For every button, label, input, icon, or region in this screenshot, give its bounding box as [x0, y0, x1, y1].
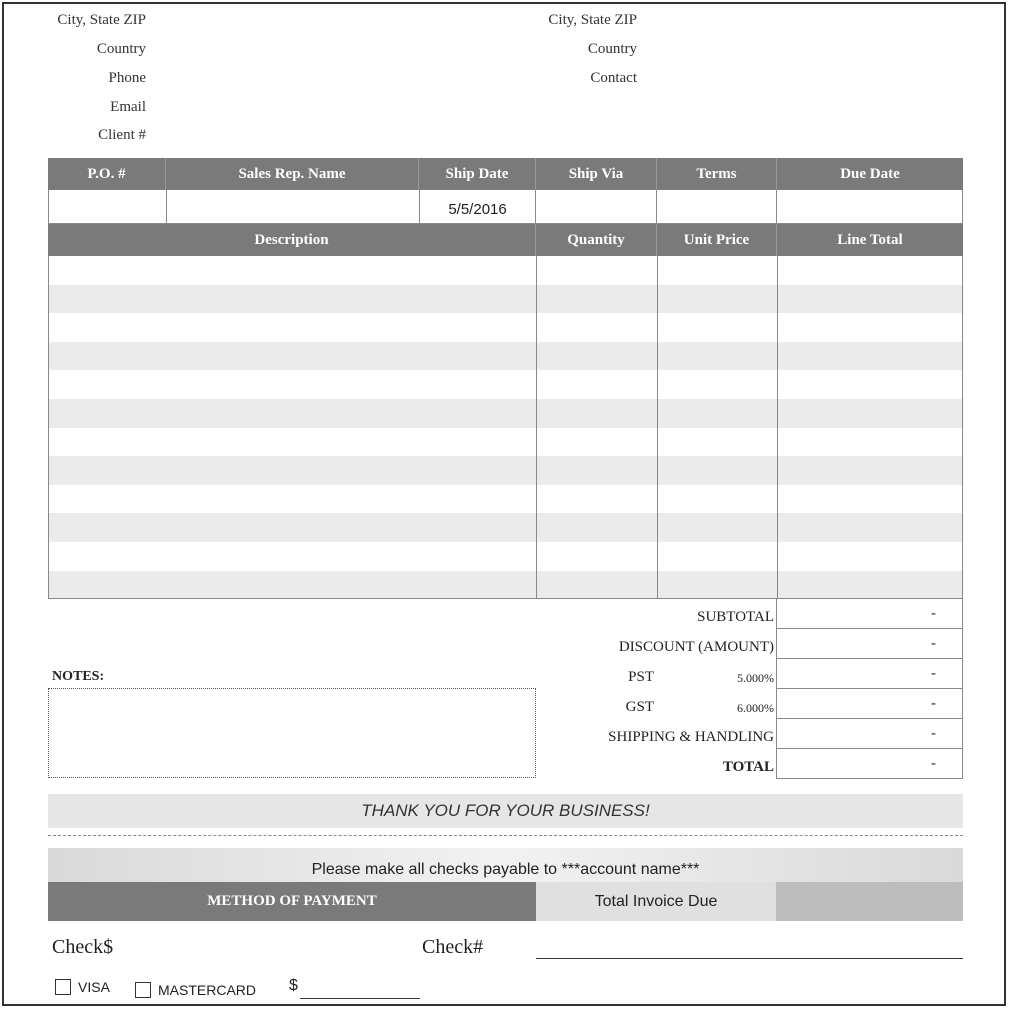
po-value[interactable] [49, 190, 167, 223]
amount-line[interactable] [300, 998, 420, 999]
table-row[interactable] [49, 456, 962, 485]
table-row[interactable] [49, 285, 962, 314]
shipping-label: SHIPPING & HANDLING [608, 729, 774, 745]
column-divider [536, 256, 537, 598]
check-number-line[interactable] [536, 958, 963, 959]
total-value[interactable]: - [776, 749, 963, 779]
gst-value[interactable]: - [776, 689, 963, 719]
table-row[interactable] [49, 571, 962, 599]
col-due-date: Due Date [840, 166, 900, 182]
bill-to-client-label: Client # [98, 127, 146, 143]
ship-via-value[interactable] [536, 190, 657, 223]
pst-label: PST [628, 669, 654, 685]
col-unit-price: Unit Price [657, 224, 777, 256]
subtotal-value[interactable]: - [776, 599, 963, 629]
due-date-value[interactable] [777, 190, 963, 223]
cut-line [48, 835, 963, 836]
method-of-payment-label: METHOD OF PAYMENT [207, 893, 377, 909]
col-po: P.O. # [48, 158, 166, 190]
col-line-total: Line Total [837, 232, 903, 248]
pst-value[interactable]: - [776, 659, 963, 689]
line-items-table [48, 256, 963, 599]
items-header-row [48, 224, 963, 256]
order-values-row [48, 190, 963, 224]
col-description: Description [48, 224, 536, 256]
sales-rep-value[interactable] [167, 190, 420, 223]
column-divider [777, 256, 778, 598]
visa-label: VISA [78, 979, 110, 995]
ship-to-city-label: City, State ZIP [548, 12, 637, 28]
table-row[interactable] [49, 399, 962, 428]
check-label: Check$ [52, 936, 114, 958]
visa-checkbox[interactable] [55, 979, 71, 995]
ship-date-value[interactable]: 5/5/2016 [420, 190, 537, 223]
check-number-label: Check# [422, 936, 484, 958]
gst-label: GST [625, 699, 654, 715]
total-label: TOTAL [722, 759, 774, 775]
bill-to-city-label: City, State ZIP [57, 12, 146, 28]
ship-to-country-label: Country [587, 41, 637, 57]
column-divider [657, 256, 658, 598]
col-terms: Terms [657, 158, 777, 190]
notes-label: NOTES: [52, 669, 105, 684]
notes-box[interactable] [48, 688, 536, 778]
table-row[interactable] [49, 513, 962, 542]
pst-rate: 5.000% [737, 671, 774, 685]
table-row[interactable] [49, 342, 962, 371]
ship-to-contact-label: Contact [590, 70, 637, 86]
gst-rate: 6.000% [737, 701, 774, 715]
bill-to-country-label: Country [96, 41, 146, 57]
bill-to-email-label: Email [110, 99, 146, 115]
mastercard-checkbox[interactable] [135, 982, 151, 998]
shipping-value[interactable]: - [776, 719, 963, 749]
total-invoice-due-label: Total Invoice Due [536, 882, 776, 921]
thank-you-banner: THANK YOU FOR YOUR BUSINESS! [48, 794, 963, 828]
discount-label: DISCOUNT (AMOUNT) [618, 639, 774, 655]
bill-to-phone-label: Phone [108, 70, 146, 86]
total-invoice-due-value[interactable] [776, 882, 963, 921]
order-header-row [48, 158, 963, 190]
col-ship-date: Ship Date [419, 158, 536, 190]
col-quantity: Quantity [536, 224, 657, 256]
method-of-payment-header [48, 882, 536, 921]
col-sales-rep: Sales Rep. Name [166, 158, 419, 190]
dollar-label: $ [289, 977, 298, 994]
mastercard-label: MASTERCARD [158, 982, 257, 998]
discount-value[interactable]: - [776, 629, 963, 659]
terms-value[interactable] [657, 190, 777, 223]
col-ship-via: Ship Via [536, 158, 657, 190]
payable-note: Please make all checks payable to ***account name*** [48, 848, 963, 882]
subtotal-label: SUBTOTAL [697, 609, 774, 625]
